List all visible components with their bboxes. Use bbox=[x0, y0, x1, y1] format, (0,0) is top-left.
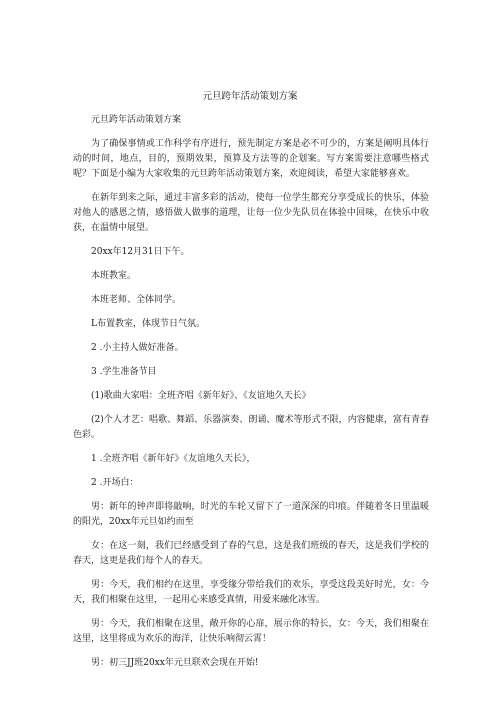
document-title: 元旦跨年活动策划方案 bbox=[202, 91, 298, 102]
paragraph-prep-2: 2 .小主持人做好准备。 bbox=[91, 343, 184, 353]
paragraph-intro: 为了确保事情或工作科学有序进行，预先制定方案是必不可少的，方案是阐明具体行动的时间，地点，目的，预期效果，预算及方法等的企划案。写方案需要注意哪些格式呢？下面是小编为大家收集的元旦跨年活动策划方案，欢迎阅读，希望大家能够喜欢。 bbox=[73, 139, 429, 179]
paragraph-dialogue-3: 男：今天，我们相约在这里，享受缘分带给我们的欢乐，享受这段美好时光，女：今天，我们相聚在这里，一起用心来感受真情，用爱来融化冰雪。 bbox=[73, 580, 429, 605]
paragraph-prep-3: 3 .学生准备节目 bbox=[91, 367, 157, 377]
document-body bbox=[73, 113, 429, 680]
paragraph-process-2: 2 .开场白： bbox=[91, 478, 139, 488]
paragraph-participants: 本班老师、全体同学。 bbox=[91, 295, 182, 305]
paragraph-purpose: 在新年到来之际，通过丰富多彩的活动，使每一位学生都充分享受成长的快乐，体验对他人的感恩之情，感悟做人做事的道理，让每一位少先队员在体验中回味，在快乐中收获，在温情中展望。 bbox=[73, 193, 429, 233]
paragraph-dialogue-1: 男：新年的钟声即将敲响，时光的车轮又留下了一道深深的印痕。伴随着冬日里温暖的阳光，20xx年元旦如约而至 bbox=[73, 502, 429, 527]
paragraph-process-1: 1 .全班齐唱《新年好》《友谊地久天长》， bbox=[91, 454, 256, 464]
paragraph-program-1: (1)歌曲大家唱：全班齐唱《新年好》、《友谊地久天长》 bbox=[91, 391, 311, 401]
paragraph-program-2: (2)个人才艺：唱歌、舞蹈、乐器演奏、朗诵、魔术等形式不限，内容健康，富有青春色彩。 bbox=[73, 415, 429, 440]
paragraph-dialogue-4: 男：今天，我们相聚在这里，敞开你的心扉，展示你的特长，女：今天，我们相聚在这里，这里将成为欢乐的海洋，让快乐响彻云霄！ bbox=[73, 619, 429, 644]
paragraph-prep-1: L布置教室，体现节日气氛。 bbox=[91, 319, 205, 329]
paragraph-dialogue-2: 女：在这一刻，我们已经感受到了春的气息，这是我们班级的春天，这是我们学校的春天，这更是我们每个人的春天。 bbox=[73, 541, 429, 566]
paragraph-location: 本班教室。 bbox=[91, 271, 137, 281]
paragraph-time: 20xx年12月31日下午。 bbox=[91, 247, 190, 257]
paragraph-dialogue-5: 男：初三JJ班20xx年元旦联欢会现在开始! bbox=[91, 658, 259, 668]
paragraph-subtitle: 元旦跨年活动策划方案 bbox=[91, 115, 182, 125]
